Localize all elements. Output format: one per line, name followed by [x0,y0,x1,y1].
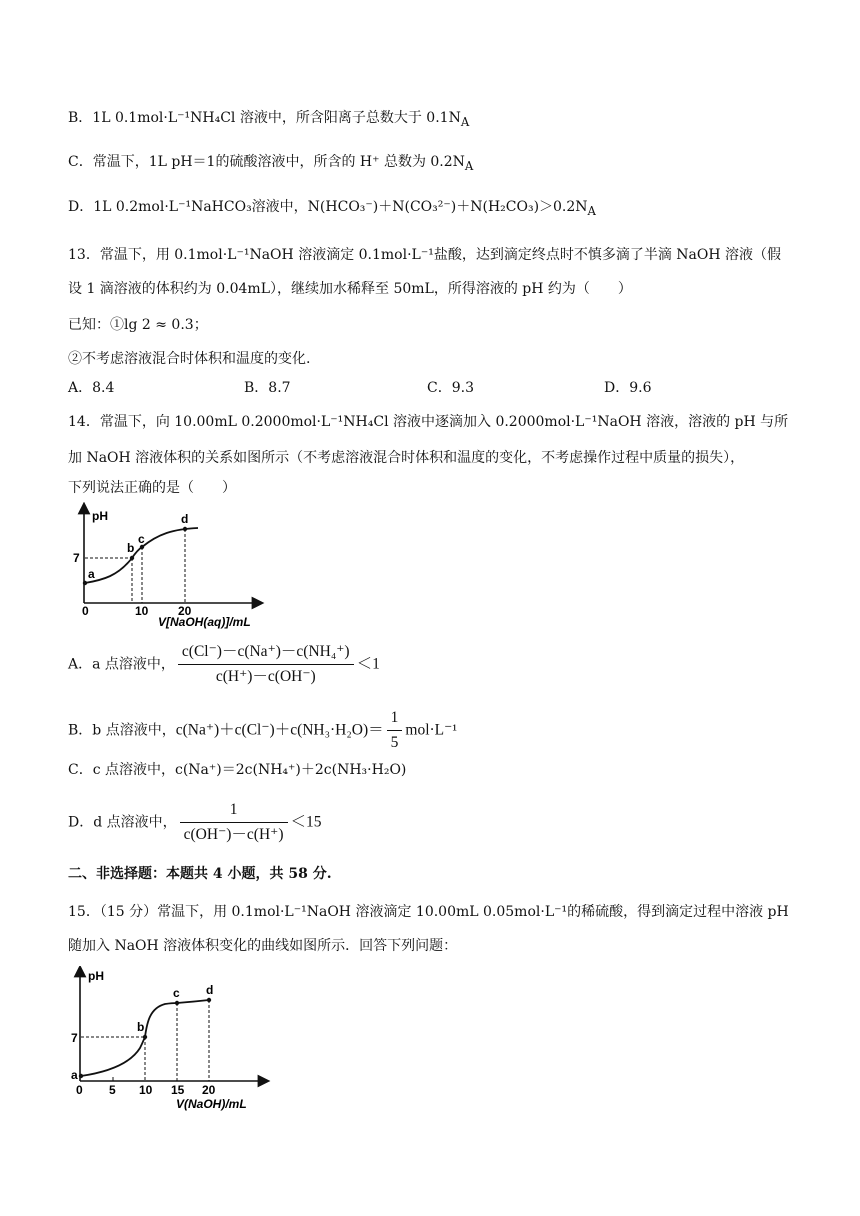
q15-point-a-label: a [71,1068,78,1082]
q15-tick-20: 20 [202,1083,216,1097]
q14-point-a [83,581,87,585]
q12-option-c: C．常温下，1L pH＝1的硫酸溶液中，所含的 H⁺ 总数为 $0.2N_A$ [68,154,474,173]
q15-stem-line1: 15．（15 分）常温下，用 0.1mol·L⁻¹NaOH 溶液滴定 10.00mL 0.05mol·L⁻¹的稀硫酸，得到滴定过程中溶液 pH [68,904,789,920]
q13-option-b: B．8.7 [244,380,291,396]
q14-option-b-expr: c(Na⁺)＋c(Cl⁻)＋c(NH₃·H₂O)＝ [175,721,384,739]
q14-label-b: b [127,541,135,555]
q15-tick-15: 15 [171,1083,185,1097]
q13-stem-line1: 13．常温下，用 0.1mol·L⁻¹NaOH 溶液滴定 0.1mol·L⁻¹盐酸，达到滴定终点时不慎多滴了半滴 NaOH 溶液（假 [68,247,782,263]
section-2-heading: 二、非选择题：本题共 4 小题，共 58 分. [68,866,332,882]
q14-option-b-fraction [387,708,403,753]
q14-x-label: V[NaOH(aq)]/mL [158,615,251,629]
q14-option-a [68,642,380,687]
q15-tick-7: 7 [71,1031,78,1045]
q14-option-d-fraction [180,800,288,845]
q14-option-b-prefix: B．b 点溶液中， [68,722,176,739]
q15-label-b: b [137,1020,145,1034]
q14-titration-graph [68,502,278,632]
q15-label-d: d [206,983,214,997]
q15-stem-line2: 随加入 NaOH 溶液体积变化的曲线如图所示．回答下列问题： [68,938,458,954]
q15-point-b [143,1035,147,1039]
q14-origin: 0 [82,604,89,618]
q13-option-c: C．9.3 [427,380,474,396]
q14-label-d: d [181,512,189,526]
q14-stem-line3: 下列说法正确的是（ ） [68,480,236,496]
q15-point-c [175,1001,179,1005]
q14-label-a: a [88,567,95,581]
q15-origin: 0 [76,1083,83,1097]
q14-tick-20: 20 [178,604,192,618]
q15-label-c: c [173,986,180,1000]
q14-option-c: C．c 点溶液中，c(Na⁺)＝2c(NH₄⁺)＋2c(NH₃·H₂O) [68,762,407,778]
q14-option-a-fraction [178,642,354,687]
q12-option-b: B．1L 0.1mol·L⁻¹NH₄Cl 溶液中，所含阳离子总数大于 $0.1N_A$ [68,110,470,129]
q14-option-d-prefix: D．d 点溶液中， [68,814,177,831]
q15-x-label: V(NaOH)/mL [176,1097,247,1111]
q14-option-d-numerator: 1 [180,800,288,823]
q14-tick-7: 7 [73,551,80,565]
q15-titration-graph [68,966,278,1116]
q14-point-b [130,556,134,560]
q13-stem-line2: 设 1 滴溶液的体积约为 0.04mL），继续加水稀释至 50mL，所得溶液的 pH 约为（ ） [68,281,632,297]
q14-option-d-tail: ＜15 [290,813,322,831]
q15-y-label: pH [88,969,104,983]
q14-point-d [183,527,187,531]
q14-option-a-numerator: c(Cl⁻)－c(Na⁺)－c(NH₄⁺) [178,642,354,665]
q14-stem-line2: 加 NaOH 溶液体积的关系如图所示（不考虑溶液混合时体积和温度的变化，不考虑操作过程中质量的损失）， [68,450,745,466]
q14-option-a-denominator: c(H⁺)－c(OH⁻) [215,668,316,685]
q14-tick-10: 10 [135,604,149,618]
q14-option-b-tail: mol·L⁻¹ [405,721,457,739]
q13-known-1: 已知：①lg 2 ≈ 0.3； [68,317,208,333]
q14-option-a-prefix: A．a 点溶液中， [68,656,175,673]
q15-point-d [207,998,211,1002]
q15-tick-5: 5 [109,1083,116,1097]
q14-option-b [68,708,457,753]
q13-known-2: ②不考虑溶液混合时体积和温度的变化. [68,351,311,367]
q14-option-b-denominator: 5 [390,734,399,751]
q14-option-d-denominator: c(OH⁻)－c(H⁺) [183,826,284,843]
q14-option-a-tail: ＜1 [356,655,380,673]
q14-label-c: c [138,532,145,546]
q13-option-a: A．8.4 [68,380,115,396]
q14-stem-line1: 14．常温下，向 10.00mL 0.2000mol·L⁻¹NH₄Cl 溶液中逐滴加入 0.2000mol·L⁻¹NaOH 溶液，溶液的 pH 与所 [68,414,789,430]
q15-tick-10: 10 [139,1083,153,1097]
q13-option-d: D．9.6 [604,380,652,396]
q14-y-label: pH [92,509,108,523]
q14-option-d [68,800,322,845]
q15-point-a [79,1074,83,1078]
q12-option-d: D．1L 0.2mol·L⁻¹NaHCO₃溶液中，$N(HCO_3^-)+N(CO_3^{2-})+N(H_2CO_3)>0.2N_A$ [68,199,596,218]
q14-option-b-numerator: 1 [387,708,403,731]
